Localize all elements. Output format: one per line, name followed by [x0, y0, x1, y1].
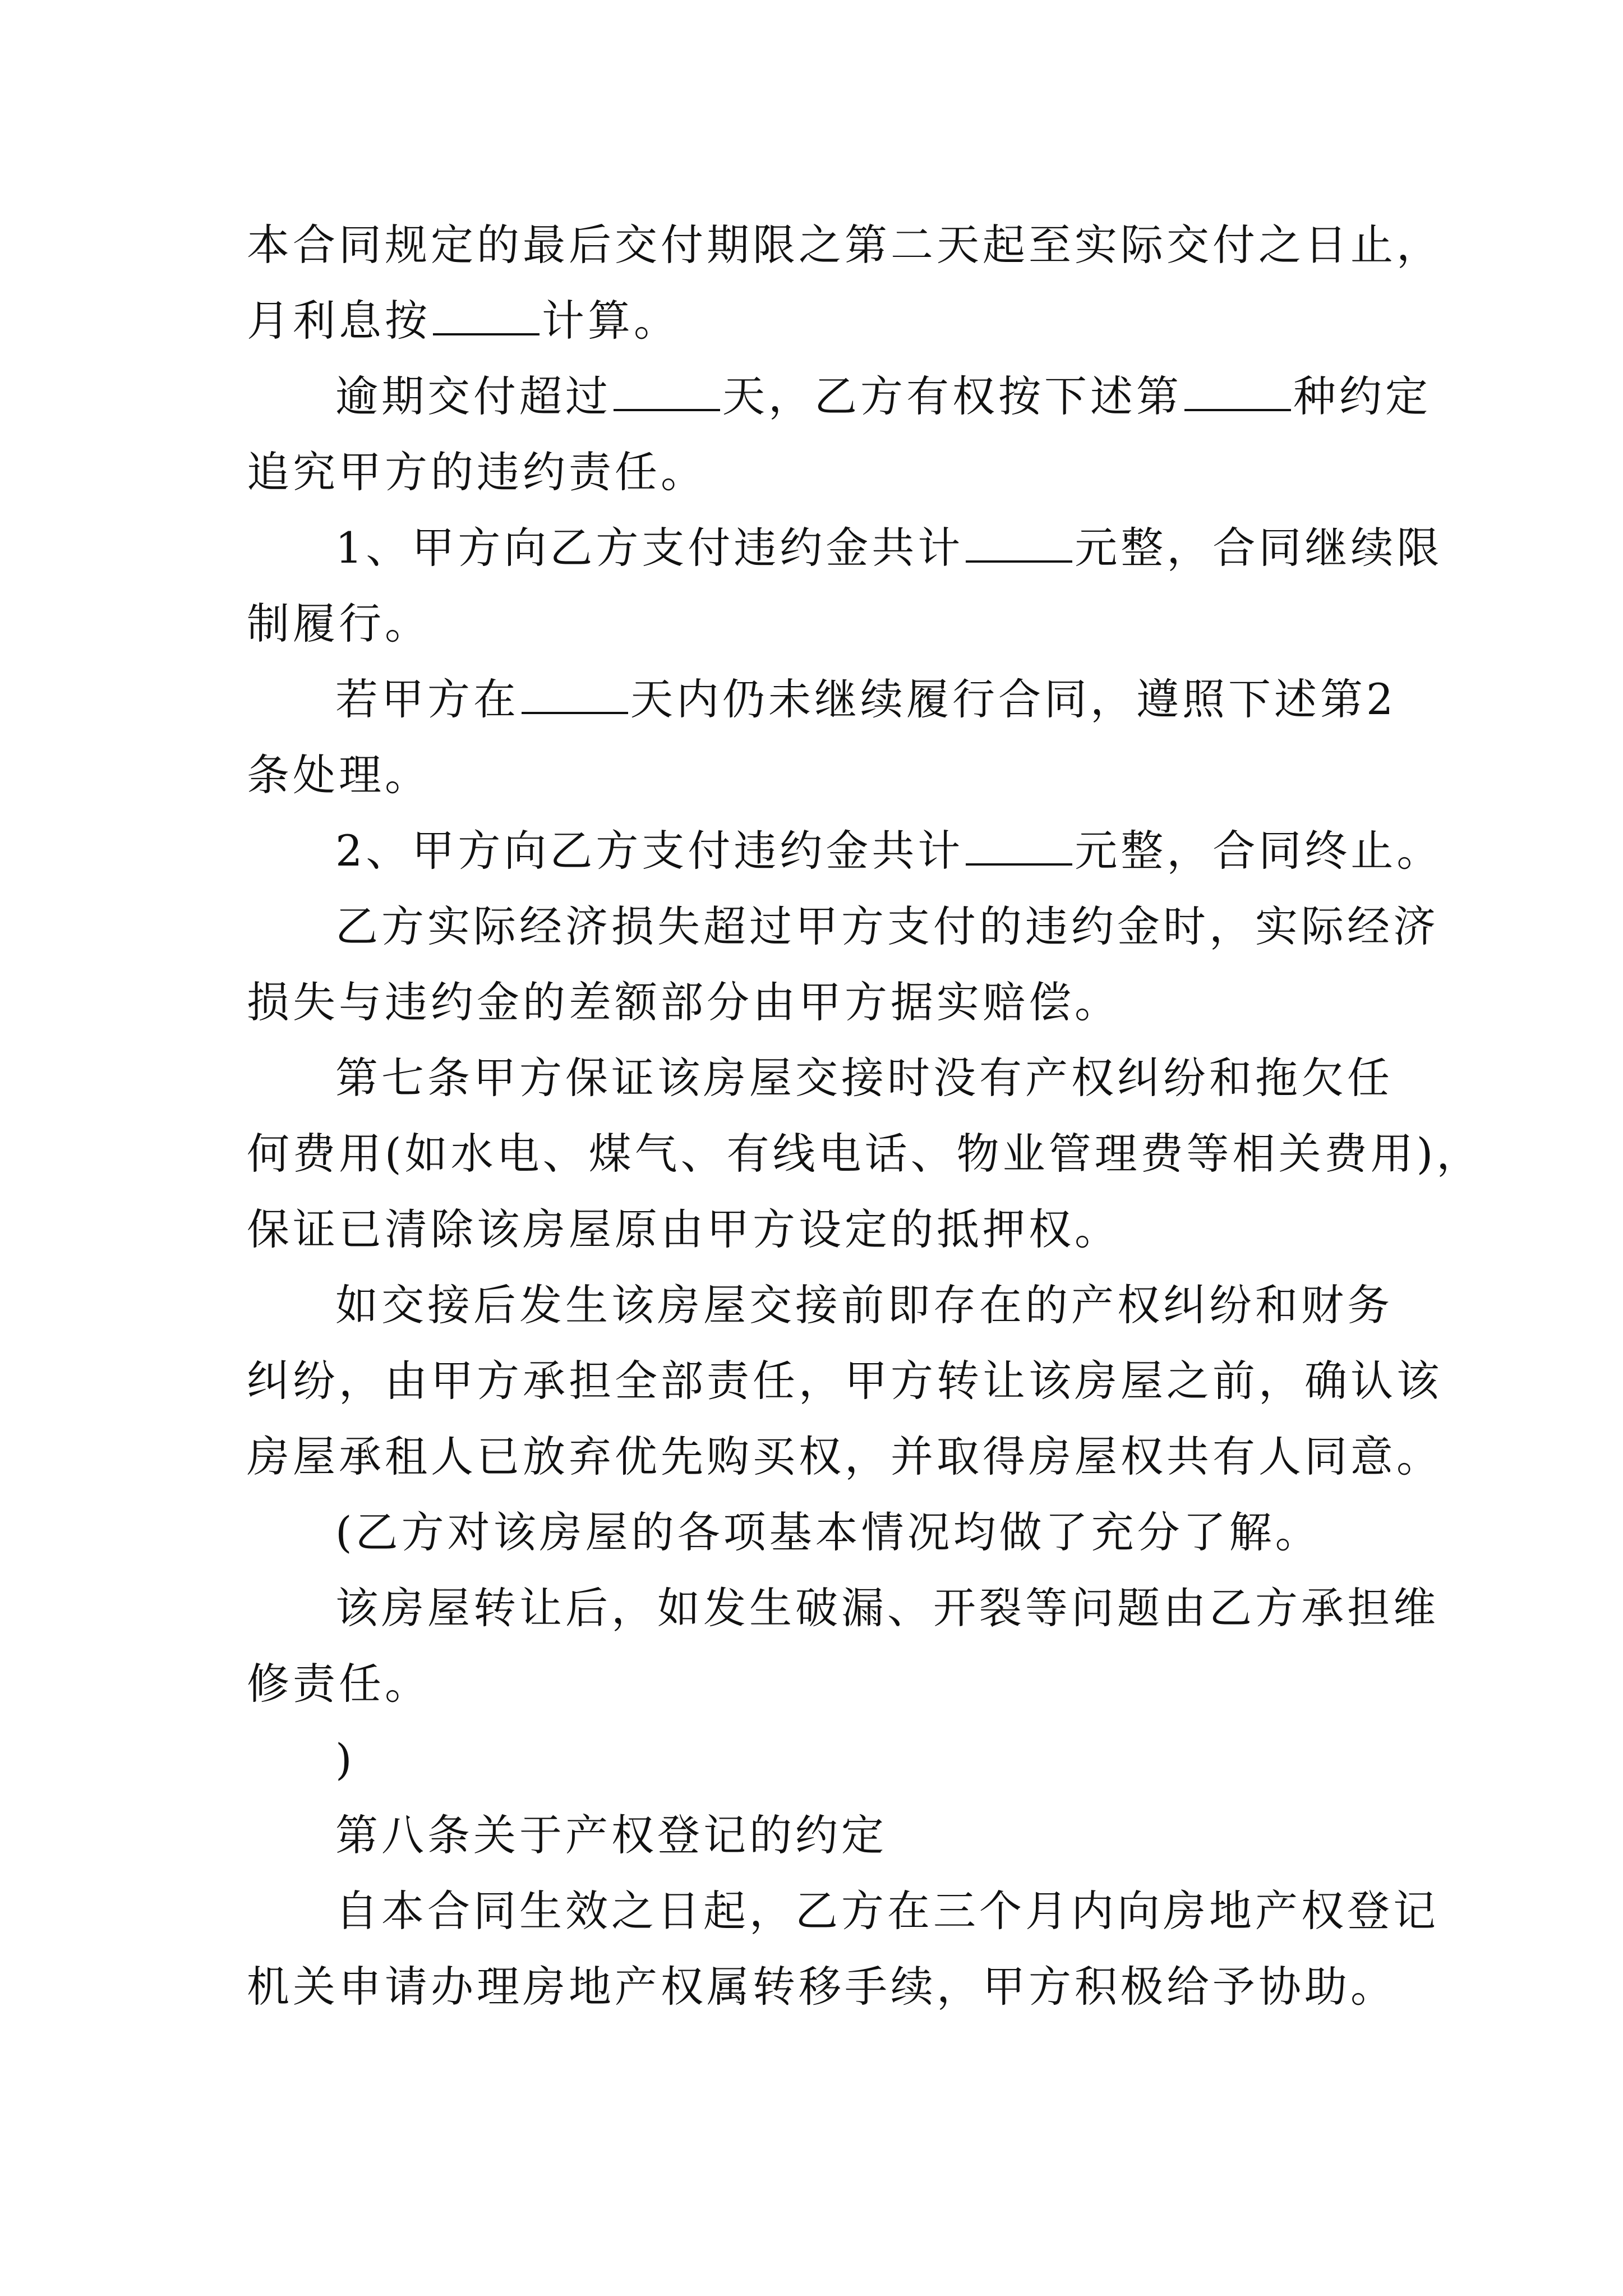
text-line: 损失与违约金的差额部分由甲方据实赔偿。: [247, 977, 1121, 1027]
text-line: 修责任。: [247, 1659, 431, 1709]
text-line: 月利息按 计算。: [247, 296, 680, 346]
text-line: 本合同规定的最后交付期限之第二天起至实际交付之日止，: [247, 220, 1442, 270]
text-line: ): [335, 1734, 356, 1784]
text-line: 1、甲方向乙方支付违约金共计 元整，合同继续限: [335, 523, 1443, 573]
fill-in-blank[interactable]: [1184, 372, 1291, 411]
fill-in-blank[interactable]: [966, 826, 1072, 866]
text-line: 房屋承租人已放弃优先购买权，并取得房屋权共有人同意。: [247, 1432, 1442, 1481]
text-line: 机关申请办理房地产权属转移手续，甲方积极给予协助。: [247, 1962, 1396, 2012]
text-line: 条处理。: [247, 750, 431, 800]
text-line: 如交接后发生该房屋交接前即存在的产权纠纷和财务: [335, 1280, 1393, 1330]
text-line: 乙方实际经济损失超过甲方支付的违约金时，实际经济: [335, 901, 1439, 951]
text-line: 追究甲方的违约责任。: [247, 447, 707, 497]
text-line: 若甲方在 天内仍未继续履行合同，遵照下述第2: [335, 674, 1397, 724]
text-line: 自本合同生效之日起，乙方在三个月内向房地产权登记: [335, 1886, 1439, 1936]
fill-in-blank[interactable]: [966, 523, 1072, 563]
text-line: 逾期交付超过 天，乙方有权按下述第 种约定: [335, 371, 1431, 421]
text-line: 纠纷，由甲方承担全部责任，甲方转让该房屋之前，确认该: [247, 1356, 1442, 1406]
fill-in-blank[interactable]: [614, 372, 720, 411]
text-line: 保证已清除该房屋原由甲方设定的抵押权。: [247, 1204, 1121, 1254]
text-line: 该房屋转让后，如发生破漏、开裂等问题由乙方承担维: [335, 1583, 1439, 1633]
section-heading: 第八条关于产权登记的约定: [335, 1810, 887, 1860]
fill-in-blank[interactable]: [433, 296, 540, 335]
text-line: 制履行。: [247, 599, 431, 648]
fill-in-blank[interactable]: [522, 675, 628, 714]
text-line: (乙方对该房屋的各项基本情况均做了充分了解。: [335, 1507, 1321, 1557]
text-line: 何费用(如水电、煤气、有线电话、物业管理费等相关费用)，: [247, 1129, 1483, 1179]
text-line: 2、甲方向乙方支付违约金共计 元整，合同终止。: [335, 826, 1443, 876]
text-line: 第七条甲方保证该房屋交接时没有产权纠纷和拖欠任: [335, 1053, 1393, 1103]
